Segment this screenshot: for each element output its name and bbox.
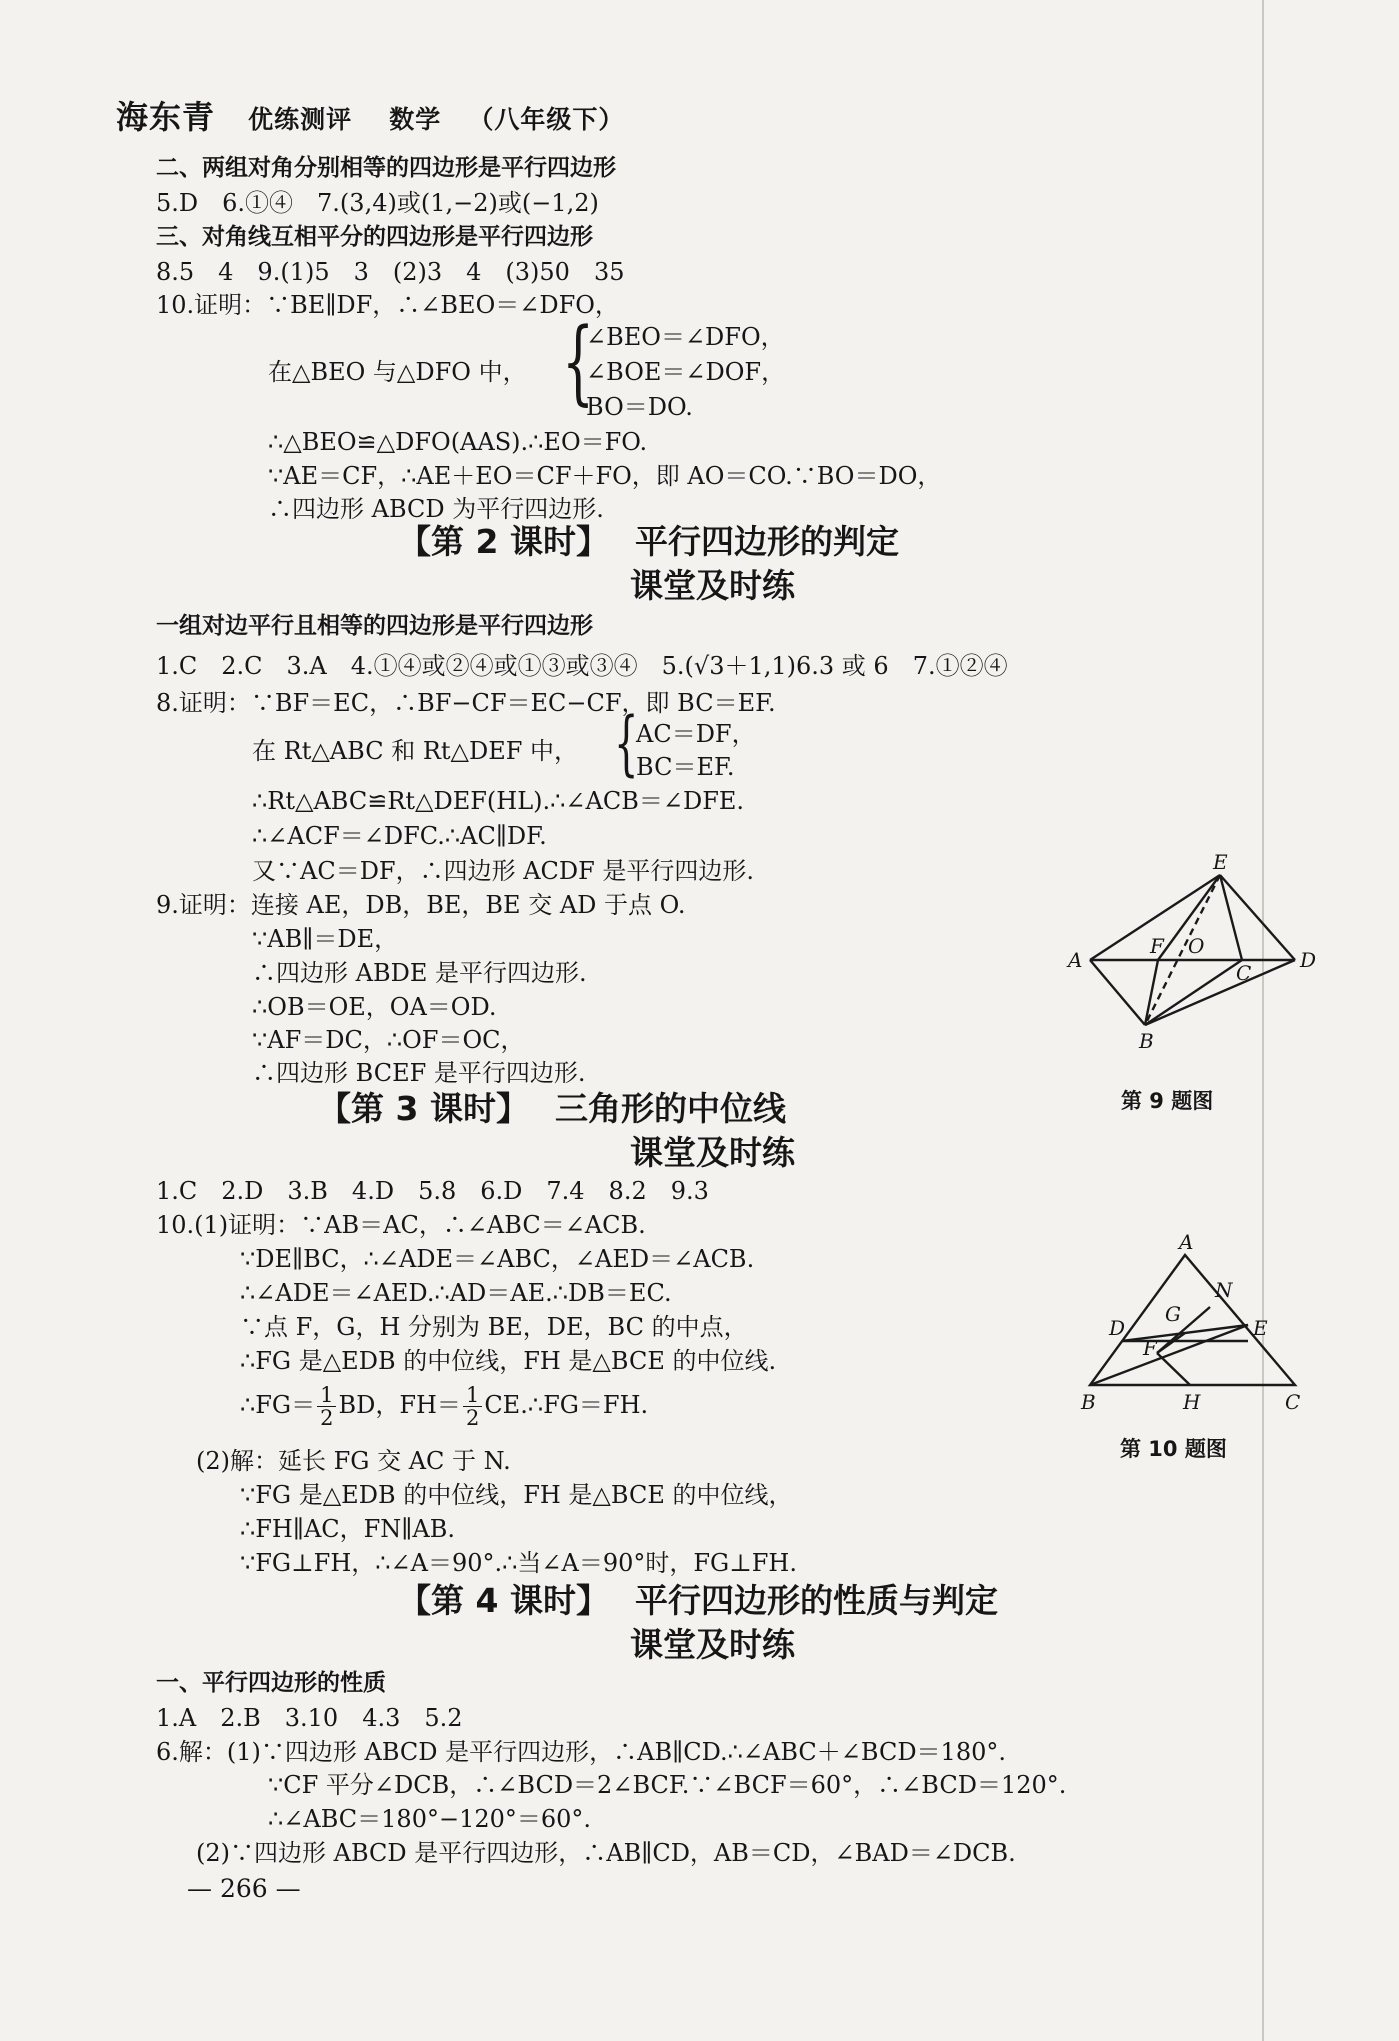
proof-line: ∴∠ADE＝∠AED.∴AD＝AE.∴DB＝EC. [240,1279,672,1307]
lesson-title: 平行四边形的判定 [634,522,899,561]
segment-ab [1090,960,1145,1025]
grade-name: （八年级下） [468,105,625,134]
proof-line: ∴△BEO≌△DFO(AAS).∴EO＝FO. [268,428,648,456]
system-line: ∠BEO＝∠DFO， [586,323,785,351]
figure-caption: 第 10 题图 [1120,1437,1227,1461]
proof-line: ∴四边形 ABDE 是平行四边形. [252,959,587,987]
lesson-heading-3 [318,1089,786,1129]
proof-line-fractions: ∴FG＝ $\frac{1}{2}$ BD，FH＝ $\frac{1}{2}$ CE.∴FG＝FH. [240,1383,649,1430]
lesson-title: 平行四边形的性质与判定 [634,1581,998,1620]
page-number: — 266 — [187,1874,301,1903]
fraction-half: $\frac{1}{2}$ [463,1384,482,1429]
section-heading: 二、两组对角分别相等的四边形是平行四边形 [156,155,616,181]
section-heading: 三、对角线互相平分的四边形是平行四边形 [156,224,593,250]
system-line: AC＝DF， [636,720,756,748]
answer-line: 8.5 4 9.(1)5 3 (2)3 4 (3)50 35 [156,258,625,286]
proof-line: ∵点 F，G，H 分别为 BE，DE，BC 的中点， [240,1313,748,1341]
proof-line: 又∵AC＝DF，∴四边形 ACDF 是平行四边形. [252,857,755,885]
practice-heading: 课堂及时练 [630,1133,795,1172]
fig9-label-e: E [1213,850,1228,874]
proof-line: ∵FG⊥FH，∴∠A＝90°.∴当∠A＝90°时，FG⊥FH. [240,1549,797,1577]
fig10-label-d: D [1109,1316,1126,1340]
figure-10 [1075,1230,1305,1415]
proof-line: ∵DE∥BC，∴∠ADE＝∠ABC，∠AED＝∠ACB. [240,1245,755,1273]
proof-line: (2)解：延长 FG 交 AC 于 N. [196,1447,511,1475]
fig10-label-e: E [1253,1316,1268,1340]
proof-line: ∵AB∥＝DE， [252,925,399,953]
proof-line: ∴Rt△ABC≌Rt△DEF(HL).∴∠ACB＝∠DFE. [252,787,744,815]
fig10-label-n: N [1215,1278,1233,1302]
fig10-label-g: G [1165,1302,1181,1326]
fig9-label-a: A [1068,948,1083,972]
answer-line: 1.A 2.B 3.10 4.3 5.2 [156,1704,463,1732]
proof-line: ∴∠ACF＝∠DFC.∴AC∥DF. [252,822,547,850]
segment-fb [1145,960,1158,1025]
lesson-label: 【第 2 课时】 [398,522,609,561]
proof-line: ∵AE＝CF，∴AE＋EO＝CF＋FO，即 AO＝CO.∵BO＝DO， [268,462,942,490]
lesson-heading-2 [398,522,899,562]
fig10-label-h: H [1183,1390,1201,1414]
system-brace: { [614,702,639,784]
proof-line: ∴四边形 ABCD 为平行四边形. [268,495,604,523]
system-line: BO＝DO. [586,393,693,421]
answer-line: 1.C 2.D 3.B 4.D 5.8 6.D 7.4 8.2 9.3 [156,1177,709,1205]
section-heading: 一、平行四边形的性质 [156,1670,386,1696]
fig9-label-d: D [1300,948,1317,972]
fig10-label-a: A [1179,1230,1194,1254]
proof-line: ∵AF＝DC，∴OF＝OC， [252,1026,525,1054]
fig9-label-f: F [1150,934,1164,958]
system-line: ∠BOE＝∠DOF， [586,358,786,386]
series-name: 优练测评 [248,105,353,134]
proof-line: 9.证明：连接 AE，DB，BE，BE 交 AD 于点 O. [156,891,686,919]
segment-bd [1145,960,1295,1025]
proof-line: (2)∵四边形 ABCD 是平行四边形，∴AB∥CD，AB＝CD，∠BAD＝∠DCB. [196,1839,1016,1867]
fig9-label-o: O [1188,934,1205,958]
fig9-label-b: B [1139,1029,1154,1053]
proof-line: 10.(1)证明：∵AB＝AC，∴∠ABC＝∠ACB. [156,1211,646,1239]
proof-line: ∵CF 平分∠DCB，∴∠BCD＝2∠BCF.∵∠BCF＝60°，∴∠BCD＝120°. [268,1771,1067,1799]
lesson-label: 【第 4 课时】 [398,1581,609,1620]
page-header [116,92,624,138]
proof-line: 在 Rt△ABC 和 Rt△DEF 中， [252,737,579,765]
proof-line: ∵FG 是△EDB 的中位线，FH 是△BCE 的中位线， [240,1481,793,1509]
fig10-label-b: B [1081,1390,1096,1414]
lesson-heading-4 [398,1581,998,1621]
fraction-half: $\frac{1}{2}$ [317,1384,336,1429]
proof-line: 10.证明：∵BE∥DF，∴∠BEO＝∠DFO， [156,291,619,319]
answer-line: 1.C 2.C 3.A 4.①④或②④或①③或③④ 5.(√3＋1,1)6.3 或 6 7.①②④ [156,652,1008,680]
practice-heading: 课堂及时练 [630,566,795,605]
brand-title: 海东青 [116,98,216,136]
section-heading: 一组对边平行且相等的四边形是平行四边形 [156,613,593,639]
practice-heading: 课堂及时练 [630,1625,795,1664]
subject-name: 数学 [389,105,442,134]
system-line: BC＝EF. [636,753,735,781]
fig9-label-c: C [1236,961,1252,985]
proof-line: ∴FH∥AC，FN∥AB. [240,1515,455,1543]
proof-line: ∴OB＝OE，OA＝OD. [252,993,497,1021]
proof-line: ∴四边形 BCEF 是平行四边形. [252,1059,586,1087]
figure-caption: 第 9 题图 [1121,1089,1214,1113]
proof-line: ∴∠ABC＝180°−120°＝60°. [268,1805,592,1833]
fig10-label-c: C [1285,1390,1301,1414]
lesson-label: 【第 3 课时】 [318,1089,529,1128]
fig10-label-f: F [1143,1336,1157,1360]
segment-bc [1145,960,1242,1025]
proof-line: 6.解：(1)∵四边形 ABCD 是平行四边形，∴AB∥CD.∴∠ABC＋∠BCD＝180°. [156,1738,1006,1766]
figure-9 [1060,850,1317,1085]
lesson-title: 三角形的中位线 [554,1089,786,1128]
answer-line: 5.D 6.①④ 7.(3,4)或(1,−2)或(−1,2) [156,189,599,217]
proof-line: ∴FG 是△EDB 的中位线，FH 是△BCE 的中位线. [240,1347,777,1375]
segment-fh [1157,1353,1190,1385]
proof-line: 在△BEO 与△DFO 中， [268,358,527,386]
proof-line: 8.证明：∵BF＝EC，∴BF−CF＝EC−CF，即 BC＝EF. [156,689,776,717]
system-brace: { [562,308,595,415]
